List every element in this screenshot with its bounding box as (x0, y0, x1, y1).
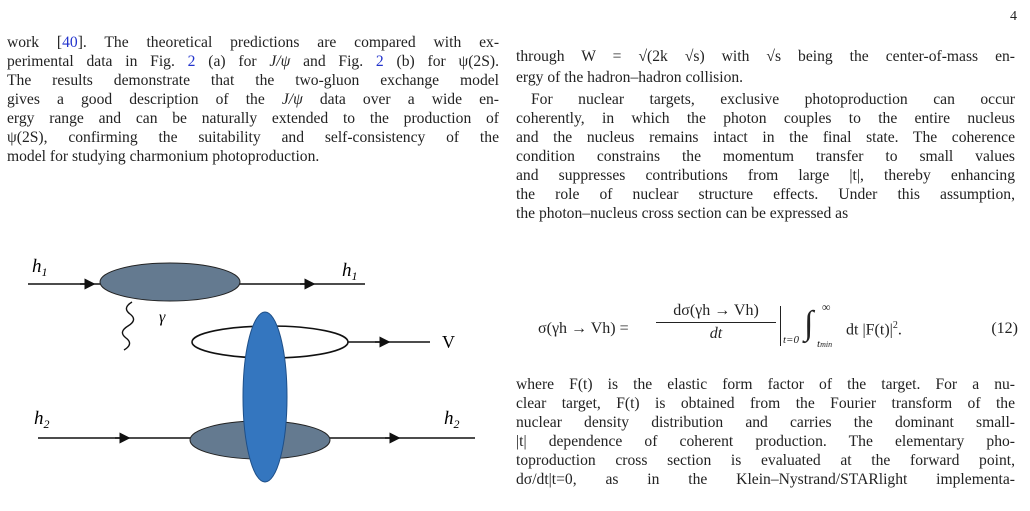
right-line-4: coherently, in which the photon couples to the entire nucleus (516, 110, 1015, 127)
figure-link[interactable]: 2 (375, 53, 384, 70)
figure-link[interactable]: 2 (187, 53, 196, 70)
h1-in-label: $h_1$ (32, 258, 48, 279)
eq-eval-bar (780, 306, 781, 346)
right-line-11: clear target, F(t) is obtained from the Fourier transform of the (516, 395, 1015, 412)
right-line-7: and suppresses contributions from large |t|, thereby enhancing (516, 167, 1015, 184)
right-line-10: where F(t) is the elastic form factor of the target. For a nu- (516, 376, 1015, 393)
pomeron-blob (243, 312, 287, 482)
page-number: 4 (1010, 9, 1017, 24)
right-line-1: through W = √(2k √s) with √s being the center-of-mass en- (516, 48, 1015, 65)
equation-number: (12) (991, 320, 1018, 337)
right-line-12: nuclear density distribution and carries the dominant small- (516, 414, 1015, 431)
right-line-15: dσ/dt|t=0, as in the Klein–Nystrand/STARlight implementa- (516, 471, 1015, 488)
right-line-2: ergy of the hadron–hadron collision. (516, 69, 744, 86)
citation-link[interactable]: 40 (62, 34, 78, 51)
hadron-1-blob (100, 263, 240, 301)
h1-out-label: $h_1$ (342, 260, 358, 283)
eq-integral: ∫ (804, 305, 814, 342)
eq-int-upper: ∞ (822, 300, 831, 314)
right-line-3: For nuclear targets, exclusive photoproduction can occur (531, 91, 1015, 108)
h2-out-label: $h_2$ (444, 408, 460, 431)
eq-eval-sub: t=0 (783, 334, 799, 346)
right-line-14: toproduction cross section is evaluated at the forward point, (516, 452, 1015, 469)
left-line-1: work [40]. The theoretical predictions are compared with ex- (7, 34, 500, 51)
h2-in-label: $h_2$ (34, 408, 50, 431)
left-line-5: ergy range and can be naturally extended to the production of (7, 110, 499, 127)
equation-12 (538, 302, 1018, 358)
gamma-label: γ (159, 309, 166, 326)
left-line-4: gives a good description of the J/ψ data over a wide en- (7, 91, 499, 108)
right-line-8: the role of nuclear structure effects. Under this assumption, (516, 186, 1015, 203)
left-line-7: model for studying charmonium photoproduction. (7, 148, 320, 165)
v-label: V (442, 332, 455, 352)
left-line-2: perimental data in Fig. 2 (a) for J/ψ and Fig. 2 (b) for ψ(2S). (7, 53, 499, 70)
right-line-9: the photon–nucleus cross section can be expressed as (516, 205, 849, 222)
right-line-13: |t| dependence of coherent production. The elementary pho- (516, 433, 1015, 450)
left-line-3: The results demonstrate that the two-gluon exchange model (7, 72, 499, 89)
feynman-diagram (20, 258, 510, 508)
photon-line (122, 302, 133, 350)
eq-fraction: dσ(γh → Vh) dt (656, 302, 776, 343)
right-line-6: condition constrains the momentum transfer to small values (516, 148, 1015, 165)
eq-int-lower: tmin (817, 338, 833, 350)
eq-rhs: dt $|F(t)|^2$. (846, 320, 902, 339)
left-line-6: ψ(2S), confirming the suitability and self-consistency of the (7, 129, 499, 146)
eq-lhs: σ(γh → Vh) = (538, 320, 629, 337)
right-line-5: and the nucleus remains intact in the final state. The coherence (516, 129, 1015, 146)
